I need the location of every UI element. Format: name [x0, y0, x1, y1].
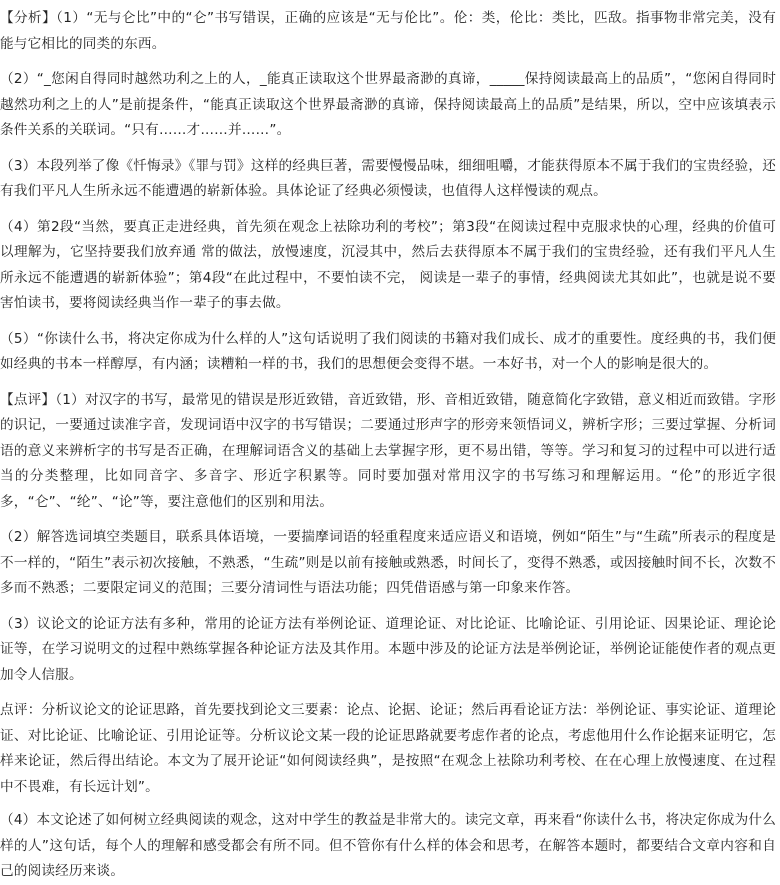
- analysis-paragraph-5: （5）“你读什么书，将决定你成为什么样的人”这句话说明了我们阅读的书籍对我们成长、成才的重要性。度经典的书，我们便如经典的书本一样醇厚，有内涵；读糟粕一样的书，我们的思想便会变得不堪。一本好书，对一个人的影响是很大的。: [0, 330, 776, 372]
- comment-paragraph-1: 【点评】（1）对汉字的书写，最常见的错误是形近致错，音近致错，形、音相近致错，随意简化字致错，意义相近而致错。字形的识记，一要通过读准字音，发现词语中汉字的书写错误；二要通过形声字的形旁来领悟词义，辨析字形；三要过掌握、分析词语的意义来辨析字的书写是否正确，在理解词语含义的基础上去掌握字形，更不易出错，等等。学习和复习的过程中可以进行适当的分类整理，比如同音字、多音字、形近字积累等。同时要加强对常用汉字的书写练习和理解运用。“伦”的形近字很多，“仑”、“纶”、“论”等，要注意他们的区别和用法。: [0, 391, 776, 510]
- analysis-paragraph-4: （4）第2段“当然，要真正走进经典，首先须在观念上祛除功利的考校”；第3段“在阅读过程中克服求快的心理，经典的价值可以理解为，它坚持要我们放弃通 常的做法，放慢速度，沉浸其中，然后去获得原本不属于我们的宝贵经验，还有我们平凡人生所永远不能遭遇的崭新体验”；第4段“在此过程中，不要怕读不完， 阅读是一辈子的事情，经典阅读尤其如此”，也就是说不要害怕读书，要将阅读经典当作一辈子的事去做。: [0, 218, 776, 311]
- analysis-paragraph-3: （3）本段列举了像《忏悔录》《罪与罚》这样的经典巨著，需要慢慢品味，细细咀嚼，才能获得原本不属于我们的宝贵经验，还有我们平凡人生所永远不能遭遇的崭新体验。具体论证了经典必须慢读，也值得人这样慢读的观点。: [0, 157, 776, 199]
- comment-paragraph-4: （4）本文论述了如何树立经典阅读的观念，这对中学生的教益是非常大的。读完文章，再来看“你读什么书，将决定你成为什么样的人”这句话，每个人的理解和感受都会有所不同。但不管你有什么样的体会和思考，在解答本题时，都要结合文章内容和自己的阅读经历来谈。: [0, 812, 776, 879]
- comment-paragraph-2: （2）解答选词填空类题目，联系具体语境，一要揣摩词语的轻重程度来适应语义和语境，例如“陌生”与“生疏”所表示的程度是不一样的，“陌生”表示初次接触，不熟悉，“生疏”则是以前有接触或熟悉，时间长了，变得不熟悉，或因接触时间不长，次数不多而不熟悉；二要限定词义的范围；三要分清词性与语法功能；四凭借语感与第一印象来作答。: [0, 529, 776, 596]
- comment-paragraph-3: （3）议论文的论证方法有多种，常用的论证方法有举例论证、道理论证、对比论证、比喻论证、引用论证、因果论证、理论论证等，在学习说明文的过程中熟练掌握各种论证方法及其作用。本题中涉及的论证方法是举例论证，举例论证能使作者的观点更加令人信服。: [0, 615, 776, 683]
- analysis-paragraph-2: （2）“_您闲自得同时越然功利之上的人，_能真正读取这个世界最斋渺的真谛，_____保持阅读最高上的品质”，“您闲自得同时越然功利之上的人”是前提条件，“能真正读取这个世界最斋渺的真谛，保持阅读最高上的品质”是结果，所以，空中应该填表示条件关系的关联词。“只有……才……并……”。: [0, 71, 776, 138]
- analysis-paragraph-1: 【分析】（1）“无与仑比”中的“仑”书写错误，正确的应该是“无与伦比”。伦：类，伦比：类比，匹敌。指事物非常完美，没有能与它相比的同类的东西。: [0, 10, 776, 52]
- comment-note-paragraph: 点评：分析议论文的论证思路，首先要找到论文三要素：论点、论据、论证；然后再看论证方法：举例论证、事实论证、道理论证、对比论证、比喻论证、引用论证等。分析议论文某一段的论证思路就要考虑作者的论点，考虑他用什么作论据来证明它，怎样来论证，然后得出结论。本文为了展开论证“如何阅读经典”，是按照“在观念上祛除功利考校、在在心理上放慢速度、在过程中不畏难，有长远计划”。: [0, 702, 776, 795]
